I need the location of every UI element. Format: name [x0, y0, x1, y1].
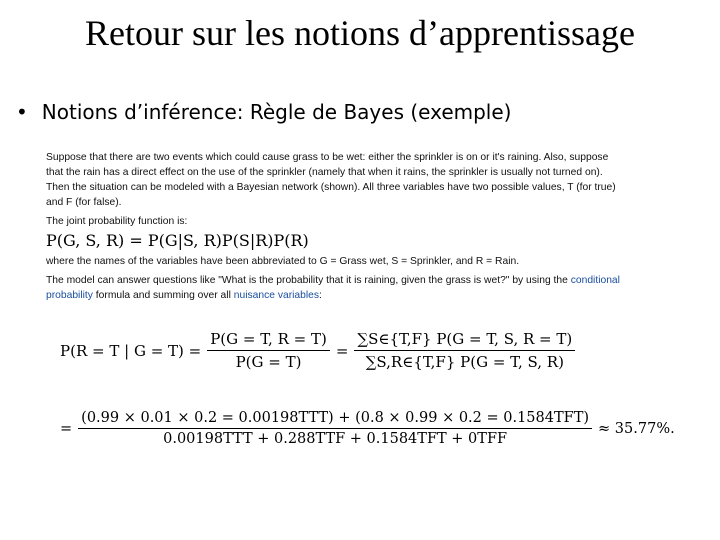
excerpt-text: formula and summing over all: [92, 290, 234, 301]
equation-lhs: P(R = T | G = T) =: [60, 341, 202, 360]
excerpt-paragraph: [46, 273, 626, 303]
fraction-numeric: [78, 410, 592, 447]
excerpt-text: The model can answer questions like "What is the probability that it is raining, given the grass is wet?" by using the: [46, 275, 571, 286]
bayes-equation-row: [60, 330, 581, 371]
joint-probability-equation: P(G, S, R) = P(G|S, R)P(S|R)P(R): [46, 231, 309, 250]
fraction-denominator: P(G = T): [235, 353, 302, 371]
nuisance-variables-link[interactable]: nuisance variables: [233, 290, 320, 301]
bullet-dot-icon: •: [16, 100, 28, 124]
fraction-denominator: ∑S,R∈{T,F} P(G = T, S, R): [365, 353, 564, 371]
bullet-text: Notions d’inférence: Règle de Bayes (exemple): [41, 100, 512, 124]
fraction-numerator: ∑S∈{T,F} P(G = T, S, R = T): [354, 330, 575, 351]
excerpt-text: :: [319, 290, 322, 301]
fraction-numerator: (0.99 × 0.01 × 0.2 = 0.00198TTT) + (0.8 × 0.99 × 0.2 = 0.1584TFT): [78, 410, 592, 429]
fraction-summation: [354, 330, 575, 371]
excerpt-paragraph: The joint probability function is:: [46, 216, 188, 227]
slide-title: Retour sur les notions d’apprentissage: [85, 13, 635, 53]
bullet-item: [16, 100, 511, 124]
fraction-numerator: P(G = T, R = T): [207, 330, 330, 351]
bayes-excerpt: [46, 150, 626, 307]
equals-sign: =: [335, 341, 349, 360]
equals-sign: =: [60, 420, 73, 437]
numeric-evaluation-row: [60, 410, 675, 447]
result-value: ≈ 35.77%.: [598, 420, 675, 437]
fraction-joint-over-marginal: [207, 330, 330, 371]
conditional-probability-link[interactable]: conditional probability: [46, 275, 620, 301]
excerpt-paragraph: where the names of the variables have been abbreviated to G = Grass wet, S = Sprinkler, and R = Rain.: [46, 256, 520, 267]
fraction-denominator: 0.00198TTT + 0.288TTF + 0.1584TFT + 0TFF: [163, 431, 508, 447]
excerpt-paragraph: Suppose that there are two events which could cause grass to be wet: either the sprinkler is on or it's raining. Also, suppose that the rain has a direct effect on the use of the sprinkler (namely that when it rains, the sprinkler is usually not turned on). Then the situation can be modeled with a Bayesian network (shown). All three variables have two possible values, T (for true) and F (for false).: [46, 152, 616, 208]
